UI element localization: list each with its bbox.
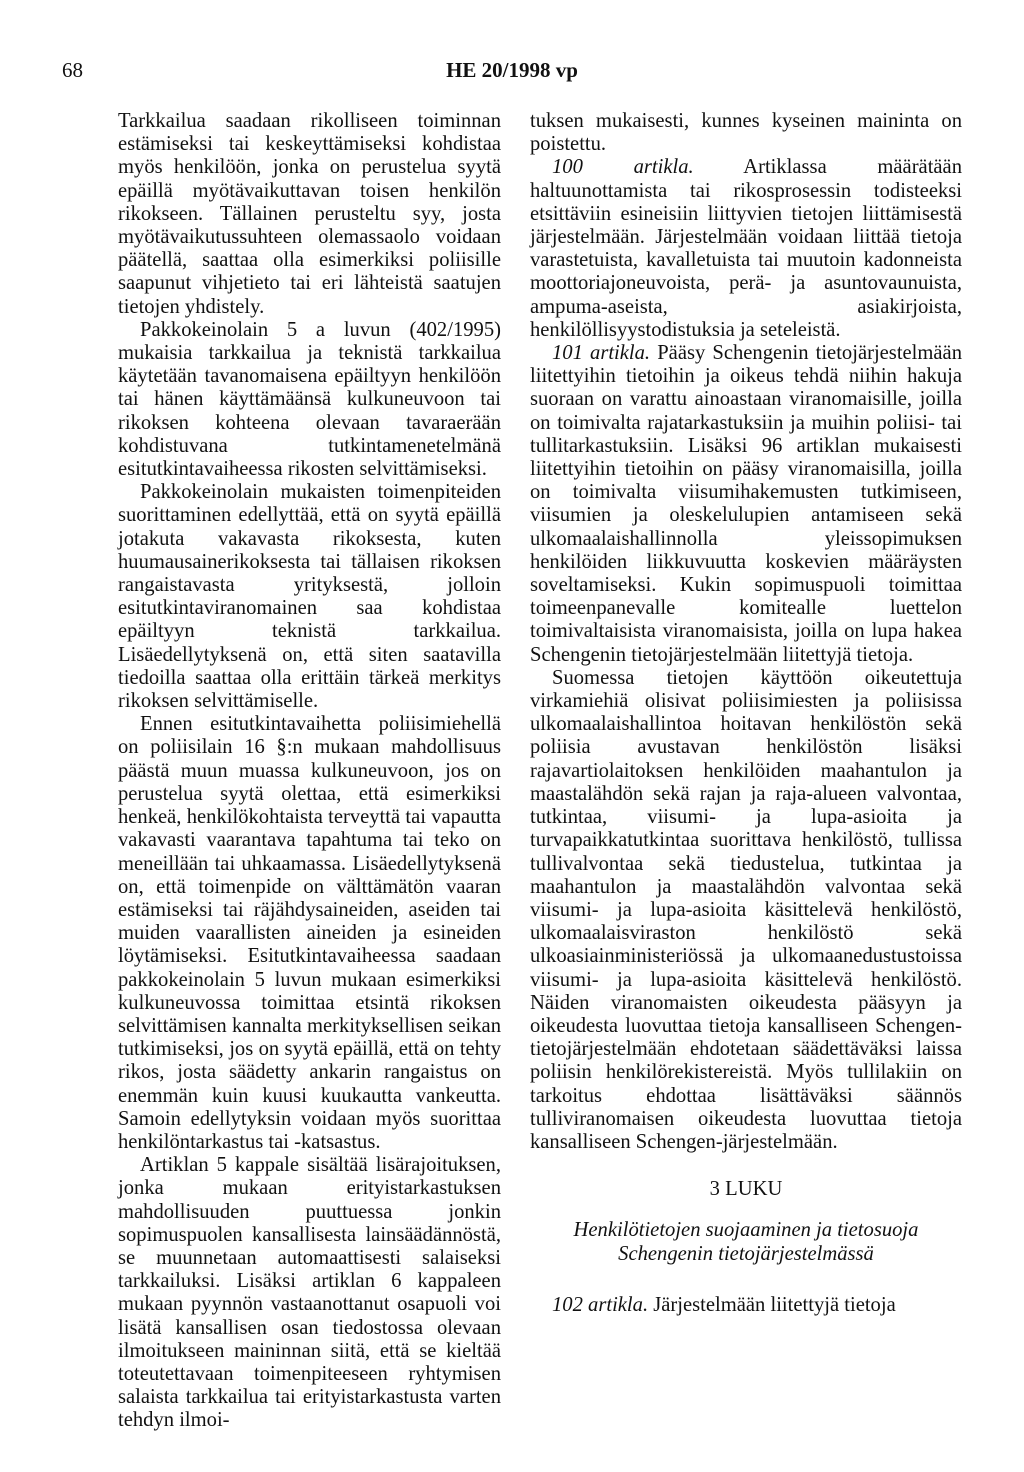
- chapter-title-line: Henkilötietojen suojaaminen ja tietosuoja: [573, 1219, 919, 1242]
- paragraph: Pakkokeinolain 5 a luvun (402/1995) mukaisia tarkkailua ja teknistä tarkkailua käytetään tavanomaisena epäiltyyn henkilöön tai hänen käyttämäänsä kulkuneuvoon tai rikoksen kohteena olevaan tavaraerään kohdistuvana tutkintamenetelmänä esitutkintavaiheessa rikosten selvittämiseksi.: [118, 318, 501, 481]
- paragraph: Pakkokeinolain mukaisten toimenpiteiden suorittaminen edellyttää, että on syytä epäillä jotakuta vakavasta rikoksesta, kuten huumausainerikoksesta tai tällaisen rikoksen rangaistavasta yrityksestä, jolloin esitutkintaviranomainen saa kohdistaa epäiltyyn teknistä tarkkailua. Lisäedellytyksenä on, että siten saatavilla tiedoilla saattaa olla erittäin tärkeä merkitys rikoksen selvittämiselle.: [118, 481, 501, 713]
- chapter-title: [530, 1219, 962, 1265]
- left-column: [118, 110, 501, 1433]
- article-text: Artiklassa määrätään haltuunottamista tai rikosprosessin todisteeksi etsittäviin esineisiin liittyvien tietojen liittämisestä järjestelmään. Järjestelmään voidaan liittää tietoja varastetuista, kavalletuista tai muutoin kadonneista moottoriajoneuvoista, perä- ja asuntovaunuista, ampuma-aseista, asiakirjoista, henkilöllisyystodistuksia ja seteleistä.: [530, 156, 962, 341]
- right-column: [530, 110, 962, 1317]
- page-number: 68: [62, 58, 83, 82]
- chapter-title-line: Schengenin tietojärjestelmässä: [618, 1242, 874, 1265]
- article-101: [530, 342, 962, 667]
- paragraph: Artiklan 5 kappale sisältää lisärajoituksen, jonka mukaan erityistarkastuksen mahdollisuuden puuttuessa jonkin sopimuspuolen kansallisesta lainsäädännöstä, se muunnetaan automaattisesti salaiseksi tarkkailuksi. Lisäksi artiklan 6 kappaleen mukaan pyynnön vastaanottanut osapuoli voi lisätä kansallisen osan tiedostossa olevaan ilmoitukseen maininnan siitä, että se kieltää toteutettavaan toimenpiteeseen ryhtymisen salaista tarkkailua tai erityistarkastusta varten tehdyn ilmoi-: [118, 1154, 501, 1432]
- article-102: [530, 1294, 962, 1317]
- paragraph: Tarkkailua saadaan rikolliseen toiminnan estämiseksi tai keskeyttämiseksi kohdistaa myös henkilöön, jonka on perustelua syytä epäillä myötävaikuttavan toisen henkilön rikokseen. Tällainen perusteltu syy, josta myötävaikutussuhteen olemassaolo voidaan päätellä, saattaa olla esimerkiksi poliisille saapunut vihjetieto tai eri lähteistä saatujen tietojen yhdistely.: [118, 110, 501, 318]
- running-title: HE 20/1998 vp: [446, 58, 578, 82]
- article-text: Järjestelmään liitettyjä tietoja: [648, 1293, 896, 1316]
- paragraph-continuation: tuksen mukaisesti, kunnes kyseinen maininta on poistettu.: [530, 110, 962, 156]
- article-ref: 100 artikla.: [552, 156, 694, 179]
- article-ref: 101 artikla.: [552, 342, 651, 365]
- paragraph: Ennen esitutkintavaihetta poliisimiehellä on poliisilain 16 §:n mukaan mahdollisuus päästä muun muassa kulkuneuvoon, jos on perustelua syytä olettaa, että esimerkiksi henkeä, henkilökohtaista terveyttä tai vapautta vakavasti vaarantava tapahtuma tai teko on meneillään tai uhkaamassa. Lisäedellytyksenä on, että toimenpide on välttämätön vaaran estämiseksi tai räjähdysaineiden, aseiden tai muiden vaarallisten aineiden ja esineiden löytämiseksi. Esitutkintavaiheessa saadaan pakkokeinolain 5 luvun mukaan esimerkiksi kulkuneuvossa toimittaa etsintä rikoksen selvittämisen kannalta merkityksellisen seikan tutkimiseksi, jos on syytä epäillä, että on tehty rikos, josta säädetty ankarin rangaistus on enemmän kuin kuusi kuukautta vankeutta. Samoin edellytyksin voidaan myös suorittaa henkilöntarkastus tai -katsastus.: [118, 713, 501, 1153]
- chapter-label: 3 LUKU: [709, 1178, 783, 1201]
- paragraph: Suomessa tietojen käyttöön oikeutettuja virkamiehiä olisivat poliisimiesten ja poliisissa ulkomaalaishallintoa hoitavan henkilöstön sekä poliisia avustavan henkilöstön lisäksi rajavartiolaitoksen henkilöiden maahantulon ja maastalähdön sekä rajan ja raja-alueen valvontaa, tutkintaa, viisumi- ja lupa-asioita ja turvapaikkatutkintaa suorittava henkilöstö, tullissa tullivalvontaa sekä tiedustelua, tutkintaa ja maahantulon ja maastalähdön valvontaa sekä viisumi- ja lupa-asioita käsittelevä henkilöstö, ulkomaalaisviraston henkilöstö sekä ulkoasiainministeriössä ja ulkomaanedustustoissa viisumi- ja lupa-asioita käsittelevä henkilöstö. Näiden viranomaisten oikeudesta pääsyyn ja oikeudesta luovuttaa tietoja kansalliseen Schengen-tietojärjestelmään ehdotetaan säädettäväksi laissa poliisin henkilörekistereistä. Myös tullilakiin on tarkoitus ehdottaa lisättäväksi säännös tulliviranomaisen oikeudesta luovuttaa tietoja kansalliseen Schengen-järjestelmään.: [530, 666, 962, 1153]
- article-text: Pääsy Schengenin tietojärjestelmään liitettyihin tietoihin ja oikeus tehdä niihin hakuja suoraan on varattu ainoastaan viranomaisille, joilla on toimivalta rajatarkastuksiin ja muihin poliisi- tai tullitarkastuksiin. Lisäksi 96 artiklan mukaisesti liitettyihin tietoihin on pääsy viranomaisilla, joilla on toimivalta viisumihakemusten tutkimiseen, viisumien ja oleskelulupien antamiseen sekä ulkomaalaishallinnolla yleissopimuksen henkilöiden liikkuvuutta koskevien määräysten soveltamiseksi. Kukin sopimuspuoli toimittaa toimeenpanevalle komitealle luettelon toimivaltaisista viranomaisista, joilla on lupa hakea Schengenin tietojärjestelmään liitettyjä tietoja.: [530, 342, 962, 666]
- article-100: [530, 156, 962, 342]
- article-ref: 102 artikla.: [552, 1293, 649, 1316]
